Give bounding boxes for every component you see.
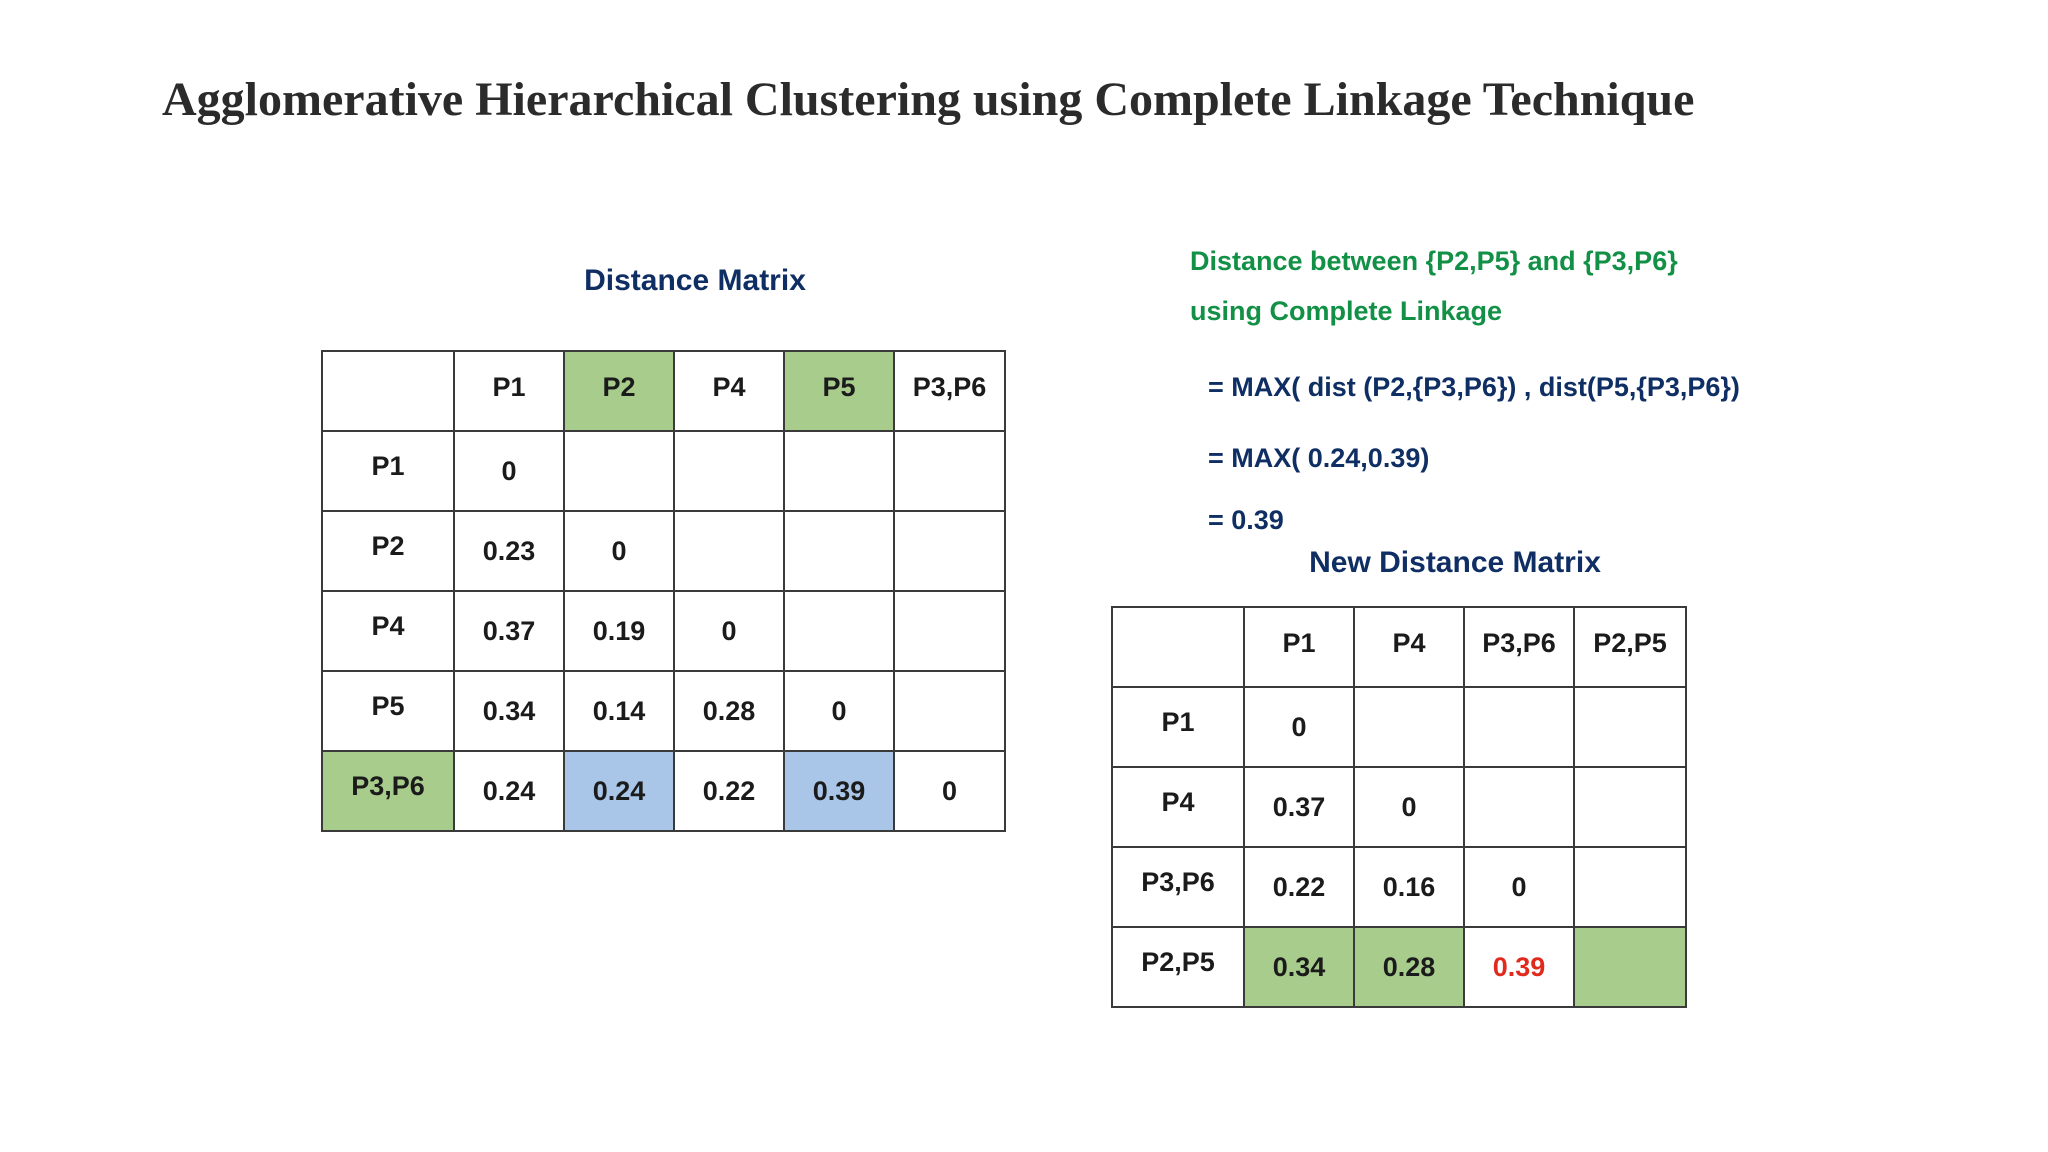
table-row xyxy=(322,431,1005,511)
distance-cell xyxy=(1574,847,1686,927)
distance-cell xyxy=(894,671,1005,751)
distance-cell: 0.19 xyxy=(564,591,674,671)
distance-cell: 0 xyxy=(1244,687,1354,767)
distance-cell: 0.37 xyxy=(1244,767,1354,847)
distance-cell-highlighted: 0.34 xyxy=(1244,927,1354,1007)
table-row xyxy=(1112,767,1686,847)
distance-cell xyxy=(674,431,784,511)
column-header: P1 xyxy=(1244,607,1354,687)
row-header: P3,P6 xyxy=(1112,847,1244,927)
table-row xyxy=(322,751,1005,831)
table-row xyxy=(1112,847,1686,927)
distance-cell xyxy=(894,591,1005,671)
distance-cell xyxy=(894,431,1005,511)
distance-cell: 0.37 xyxy=(454,591,564,671)
distance-cell: 0.28 xyxy=(674,671,784,751)
distance-cell: 0.22 xyxy=(1244,847,1354,927)
distance-cell xyxy=(1464,687,1574,767)
row-header: P1 xyxy=(322,431,454,511)
column-header: P4 xyxy=(674,351,784,431)
column-header: P2,P5 xyxy=(1574,607,1686,687)
distance-matrix-caption: Distance Matrix xyxy=(584,264,806,297)
distance-cell: 0 xyxy=(784,671,894,751)
distance-cell xyxy=(1574,687,1686,767)
distance-cell xyxy=(784,511,894,591)
formula-line-1: = MAX( dist (P2,{P3,P6}) , dist(P5,{P3,P6}) xyxy=(1208,372,1740,402)
explanation-line-2: using Complete Linkage xyxy=(1190,296,1503,326)
table-row xyxy=(322,671,1005,751)
distance-cell xyxy=(894,511,1005,591)
distance-cell: 0.22 xyxy=(674,751,784,831)
distance-cell: 0.24 xyxy=(454,751,564,831)
distance-cell: 0 xyxy=(894,751,1005,831)
distance-cell: 0.23 xyxy=(454,511,564,591)
column-header: P4 xyxy=(1354,607,1464,687)
explanation-line-1: Distance between {P2,P5} and {P3,P6} xyxy=(1190,246,1678,276)
distance-cell xyxy=(784,431,894,511)
column-header: P3,P6 xyxy=(1464,607,1574,687)
distance-cell: 0.14 xyxy=(564,671,674,751)
row-header: P4 xyxy=(322,591,454,671)
column-header: P3,P6 xyxy=(894,351,1005,431)
column-header-highlighted: P5 xyxy=(784,351,894,431)
distance-cell xyxy=(1464,767,1574,847)
row-header: P1 xyxy=(1112,687,1244,767)
distance-cell: 0.34 xyxy=(454,671,564,751)
distance-cell-highlighted: 0.39 xyxy=(784,751,894,831)
formula-line-2: = MAX( 0.24,0.39) xyxy=(1208,443,1430,473)
corner-cell xyxy=(1112,607,1244,687)
distance-cell: 0 xyxy=(1464,847,1574,927)
row-header: P2,P5 xyxy=(1112,927,1244,1007)
distance-cell xyxy=(1574,767,1686,847)
row-header-highlighted: P3,P6 xyxy=(322,751,454,831)
distance-cell: 0 xyxy=(674,591,784,671)
formula-result: = 0.39 xyxy=(1208,505,1284,535)
distance-cell xyxy=(564,431,674,511)
distance-cell xyxy=(784,591,894,671)
column-header: P1 xyxy=(454,351,564,431)
distance-cell xyxy=(674,511,784,591)
slide-title: Agglomerative Hierarchical Clustering using Complete Linkage Technique xyxy=(162,73,1695,126)
table-row xyxy=(322,591,1005,671)
new-distance-matrix-caption: New Distance Matrix xyxy=(1309,546,1601,579)
row-header: P5 xyxy=(322,671,454,751)
table-header-row xyxy=(1112,607,1686,687)
new-distance-matrix-table xyxy=(1111,606,1687,1008)
corner-cell xyxy=(322,351,454,431)
distance-cell: 0 xyxy=(454,431,564,511)
distance-cell: 0.16 xyxy=(1354,847,1464,927)
distance-cell xyxy=(1354,687,1464,767)
column-header-highlighted: P2 xyxy=(564,351,674,431)
distance-cell-highlighted xyxy=(1574,927,1686,1007)
distance-cell-highlighted: 0.28 xyxy=(1354,927,1464,1007)
distance-matrix-table xyxy=(321,350,1006,832)
row-header: P2 xyxy=(322,511,454,591)
table-header-row xyxy=(322,351,1005,431)
table-row xyxy=(1112,687,1686,767)
merged-distance-cell: 0.39 xyxy=(1464,927,1574,1007)
distance-cell-highlighted: 0.24 xyxy=(564,751,674,831)
distance-cell: 0 xyxy=(564,511,674,591)
distance-cell: 0 xyxy=(1354,767,1464,847)
row-header: P4 xyxy=(1112,767,1244,847)
table-row xyxy=(322,511,1005,591)
table-row xyxy=(1112,927,1686,1007)
